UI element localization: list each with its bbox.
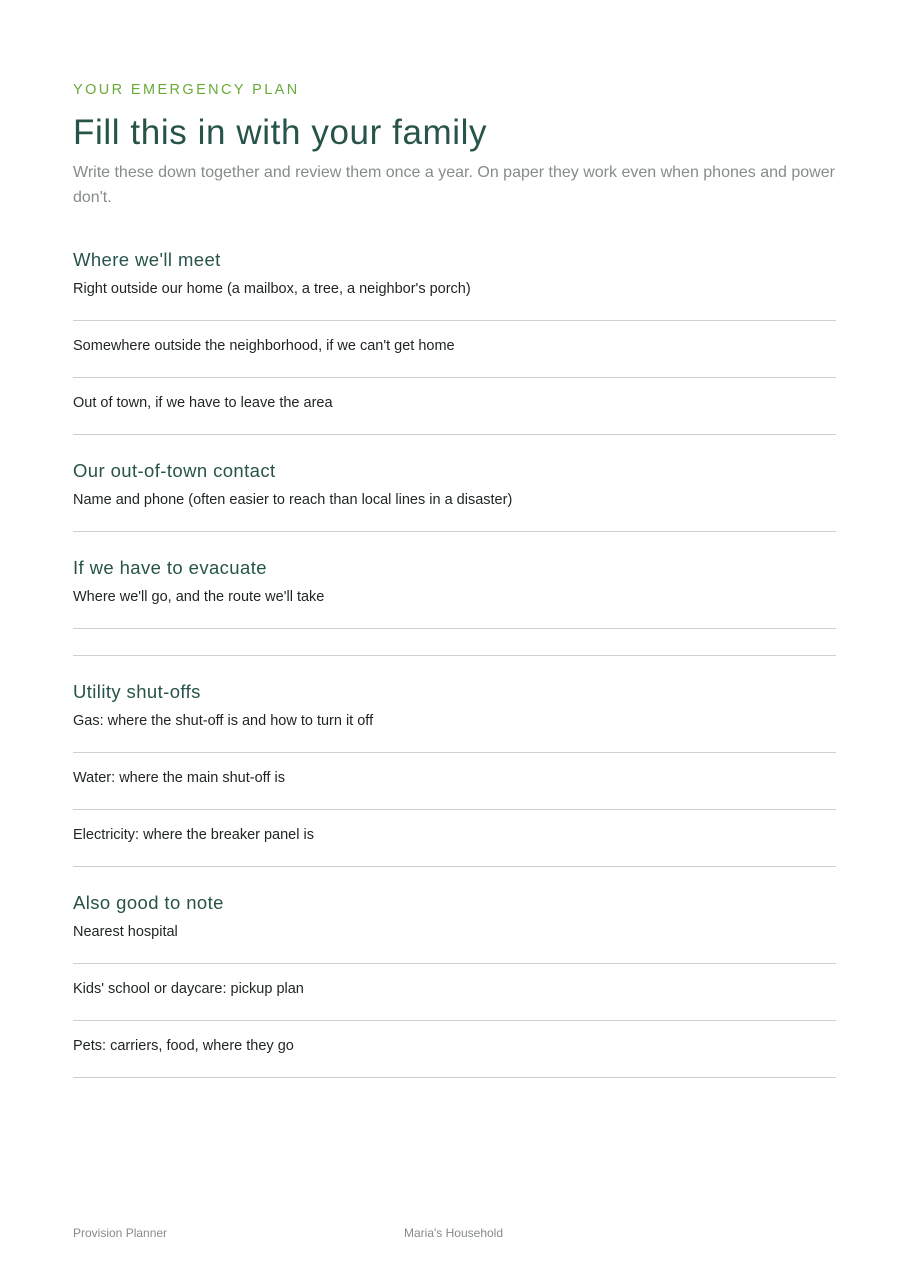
field-label: Nearest hospital bbox=[73, 924, 178, 940]
form-field bbox=[73, 587, 836, 656]
form-field bbox=[73, 490, 836, 532]
form-field bbox=[73, 768, 836, 810]
section-meeting-places bbox=[73, 248, 836, 435]
section-out-of-town-contact bbox=[73, 459, 836, 532]
footer-household-name: Maria's Household bbox=[404, 1226, 504, 1240]
write-in-line[interactable] bbox=[73, 434, 836, 435]
section-title: If we have to evacuate bbox=[73, 557, 267, 578]
field-label: Somewhere outside the neighborhood, if we can't get home bbox=[73, 338, 455, 354]
section-title: Our out-of-town contact bbox=[73, 460, 276, 481]
section-also-good-to-note bbox=[73, 891, 836, 1078]
write-in-line[interactable] bbox=[73, 866, 836, 867]
write-in-line[interactable] bbox=[73, 963, 836, 964]
field-label: Water: where the main shut-off is bbox=[73, 770, 285, 786]
form-field bbox=[73, 711, 836, 753]
form-field bbox=[73, 336, 836, 378]
section-title: Utility shut-offs bbox=[73, 681, 201, 702]
write-in-line[interactable] bbox=[73, 655, 836, 656]
field-label: Out of town, if we have to leave the area bbox=[73, 395, 333, 411]
write-in-line[interactable] bbox=[73, 531, 836, 532]
form-field bbox=[73, 922, 836, 964]
form-field bbox=[73, 825, 836, 867]
write-in-line[interactable] bbox=[73, 377, 836, 378]
section-evacuation bbox=[73, 556, 836, 656]
page-title: Fill this in with your family bbox=[73, 113, 488, 152]
field-label: Where we'll go, and the route we'll take bbox=[73, 589, 325, 605]
emergency-plan-page bbox=[73, 80, 836, 1078]
form-field bbox=[73, 1036, 836, 1078]
write-in-line[interactable] bbox=[73, 809, 836, 810]
write-in-line[interactable] bbox=[73, 320, 836, 321]
eyebrow-label: YOUR EMERGENCY PLAN bbox=[73, 82, 300, 98]
field-label: Name and phone (often easier to reach than local lines in a disaster) bbox=[73, 492, 513, 508]
section-utility-shutoffs bbox=[73, 680, 836, 867]
field-label: Electricity: where the breaker panel is bbox=[73, 827, 314, 843]
form-field bbox=[73, 279, 836, 321]
section-title: Where we'll meet bbox=[73, 249, 221, 270]
write-in-line[interactable] bbox=[73, 1077, 836, 1078]
field-label: Pets: carriers, food, where they go bbox=[73, 1038, 294, 1054]
write-in-line[interactable] bbox=[73, 1020, 836, 1021]
field-label: Right outside our home (a mailbox, a tree, a neighbor's porch) bbox=[73, 281, 471, 297]
write-in-line[interactable] bbox=[73, 752, 836, 753]
form-field bbox=[73, 979, 836, 1021]
field-label: Kids' school or daycare: pickup plan bbox=[73, 981, 304, 997]
footer-app-name: Provision Planner bbox=[73, 1226, 168, 1240]
intro-text: Write these down together and review them once a year. On paper they work even when phones and power don't. bbox=[73, 164, 835, 206]
form-field bbox=[73, 393, 836, 435]
section-title: Also good to note bbox=[73, 892, 224, 913]
field-label: Gas: where the shut-off is and how to turn it off bbox=[73, 713, 374, 729]
write-in-line[interactable] bbox=[73, 628, 836, 629]
